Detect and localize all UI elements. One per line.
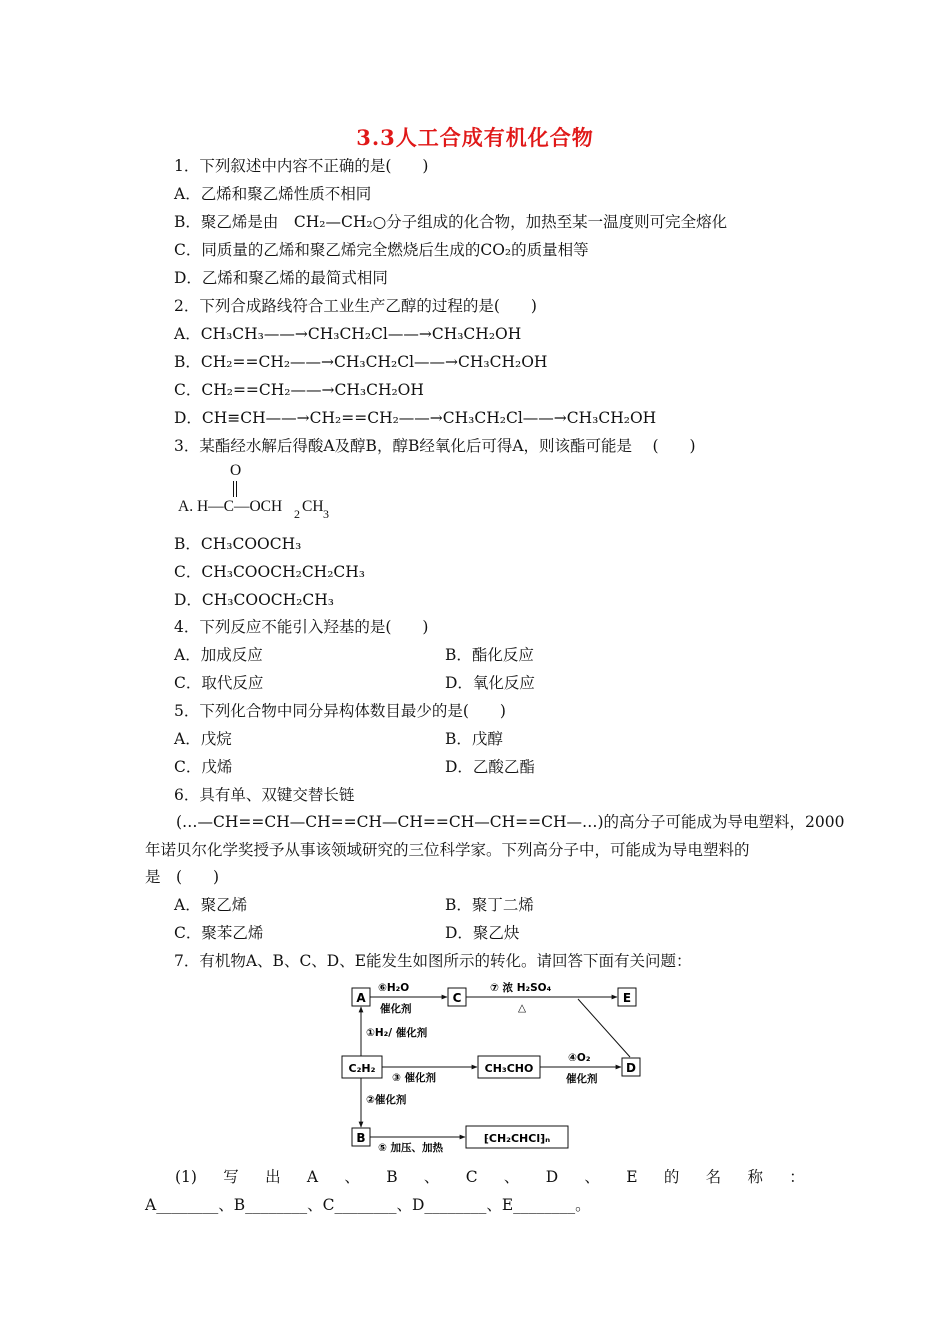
q6-line3: 年诺贝尔化学奖授予从事该领域研究的三位科学家。下列高分子中，可能成为导电塑料的: [145, 841, 750, 859]
carbonyl-oxygen: O: [230, 462, 242, 479]
sub1-word: D: [545, 1168, 559, 1186]
sub1-word: 出: [265, 1168, 281, 1186]
box-c2h2-label: C₂H₂: [348, 1062, 376, 1075]
conversion-diagram: [330, 978, 650, 1156]
page-title: 3.3人工合成有机化合物: [356, 125, 594, 150]
sub1-word: A: [306, 1168, 319, 1186]
step5-label: ⑤ 加压、加热: [378, 1142, 444, 1154]
double-bond: [233, 481, 237, 497]
box-b-label: B: [356, 1131, 366, 1145]
q7-sub1-blanks: A________、B________、C________、D________、E________。: [145, 1196, 591, 1214]
q5-option-a: A．戊烷: [174, 730, 232, 748]
sub1-word: E: [626, 1168, 638, 1186]
q3-option-d: D．CH₃COOCH₂CH₃: [174, 591, 334, 609]
step4-bottom: 催化剂: [566, 1073, 598, 1085]
box-d-label: D: [626, 1061, 636, 1075]
box-ch3cho-label: CH₃CHO: [484, 1062, 534, 1075]
sub1-word: 写: [223, 1168, 239, 1186]
q6-option-a: A．聚乙烯: [174, 896, 248, 914]
q2-option-b: B．CH₂==CH₂——→CH₃CH₂Cl——→CH₃CH₂OH: [174, 353, 548, 371]
box-e-label: E: [622, 991, 632, 1005]
step7-top: ⑦ 浓 H₂SO₄: [490, 982, 552, 994]
step1-label: ①H₂/ 催化剂: [366, 1027, 428, 1039]
box-polymer-label: ⁅CH₂CHCl⁆ₙ: [483, 1132, 551, 1145]
q4-option-d: D．氧化反应: [445, 674, 535, 692]
q6-option-d: D．聚乙炔: [445, 924, 520, 942]
q1-option-d: D．乙烯和聚乙烯的最简式相同: [174, 269, 388, 287]
sub1-word: 称: [747, 1168, 763, 1186]
sub1-word: B: [386, 1168, 398, 1186]
q3-option-b: B．CH₃COOCH₃: [174, 535, 302, 553]
q5-option-b: B．戊醇: [445, 730, 503, 748]
q2-option-c: C．CH₂==CH₂——→CH₃CH₂OH: [174, 381, 424, 399]
line-c-to-d: [578, 999, 630, 1057]
step6-top: ⑥H₂O: [378, 982, 410, 994]
q3-option-a-structure: [178, 462, 348, 522]
q3-stem: 3．某酯经水解后得酸A及醇B，醇B经氧化后可得A，则该酯可能是 ( ): [174, 437, 696, 455]
q7-sub1-prompt: [145, 1166, 805, 1188]
step7-bottom: △: [518, 1002, 527, 1014]
q5-stem: 5．下列化合物中同分异构体数目最少的是( ): [174, 702, 506, 720]
sub1-word: C: [465, 1168, 478, 1186]
q4-option-b: B．酯化反应: [445, 646, 534, 664]
q4-stem: 4．下列反应不能引入羟基的是( ): [174, 618, 429, 636]
q5-option-c: C．戊烯: [174, 758, 233, 776]
q1-option-a: A．乙烯和聚乙烯性质不相同: [174, 185, 372, 203]
q5-option-d: D．乙酸乙酯: [445, 758, 535, 776]
step6-bottom: 催化剂: [380, 1003, 412, 1015]
step2-label: ②催化剂: [366, 1094, 407, 1106]
sub1-word: ：: [789, 1168, 805, 1186]
q7-sub1-label: (1): [175, 1168, 197, 1186]
q1-option-b: B．聚乙烯是由 CH₂—CH₂○分子组成的化合物，加热至某一温度则可完全熔化: [174, 213, 728, 231]
subscript-2: 2: [294, 507, 300, 521]
sub1-word: 、: [344, 1168, 360, 1186]
ester-formula-ch: CH: [302, 498, 324, 515]
step4-top: ④O₂: [568, 1052, 591, 1064]
subscript-3: 3: [323, 507, 329, 521]
q6-option-b: B．聚丁二烯: [445, 896, 534, 914]
sub1-word: 的: [663, 1168, 680, 1186]
q4-option-a: A．加成反应: [174, 646, 263, 664]
q6-option-c: C．聚苯乙烯: [174, 924, 264, 942]
q6-stem: 6．具有单、双键交替长链: [174, 786, 355, 804]
q4-option-c: C．取代反应: [174, 674, 264, 692]
q2-option-a: A．CH₃CH₃——→CH₃CH₂Cl——→CH₃CH₂OH: [174, 325, 522, 343]
q1-stem: 1．下列叙述中内容不正确的是( ): [174, 157, 429, 175]
q2-option-d: D．CH≡CH——→CH₂==CH₂——→CH₃CH₂Cl——→CH₃CH₂OH: [174, 409, 657, 427]
box-c-label: C: [452, 991, 462, 1005]
q1-option-c: C．同质量的乙烯和聚乙烯完全燃烧后生成的CO₂的质量相等: [174, 241, 589, 259]
q6-line4: 是 ( ): [145, 868, 220, 886]
step3-label: ③ 催化剂: [392, 1072, 437, 1084]
sub1-word: 、: [423, 1168, 440, 1186]
q6-line2: (…—CH==CH—CH==CH—CH==CH—CH==CH—…)的高分子可能成为导电塑料，2000: [176, 813, 845, 831]
q7-stem: 7．有机物A、B、C、D、E能发生如图所示的转化。请回答下面有关问题：: [174, 952, 692, 970]
q3-option-c: C．CH₃COOCH₂CH₂CH₃: [174, 563, 365, 581]
sub1-word: 、: [584, 1168, 600, 1186]
box-a-label: A: [356, 991, 366, 1005]
ester-formula-main: A. H—C—OCH: [178, 498, 283, 515]
sub1-word: 、: [503, 1168, 520, 1186]
sub1-word: 名: [705, 1168, 722, 1186]
q2-stem: 2．下列合成路线符合工业生产乙醇的过程的是( ): [174, 297, 537, 315]
